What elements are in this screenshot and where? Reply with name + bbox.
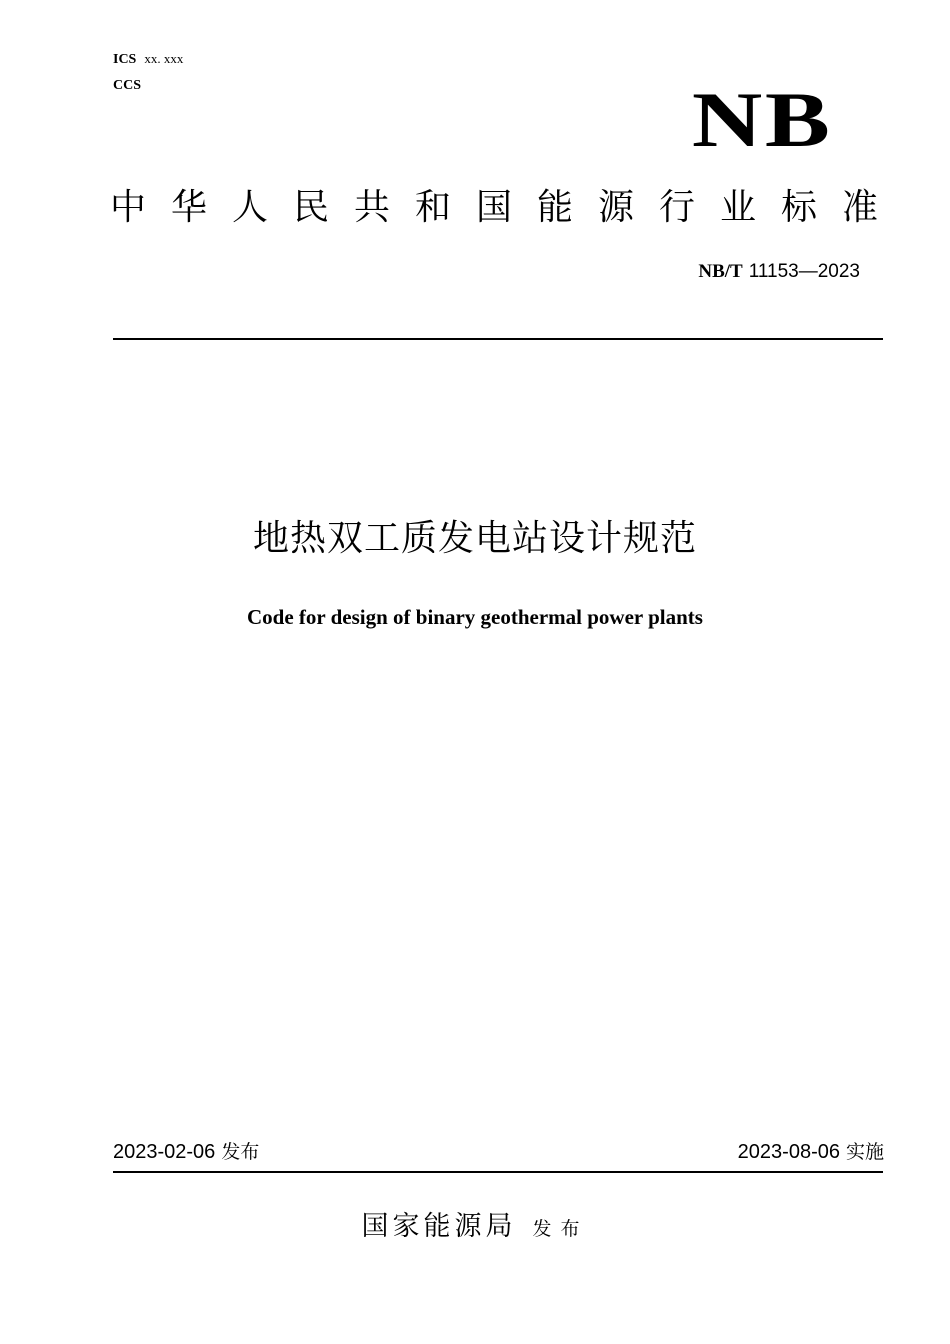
ics-label: ICS — [113, 52, 137, 67]
bottom-divider — [113, 1171, 883, 1173]
issuer-action: 发布 — [532, 1218, 589, 1240]
document-title-english: Code for design of binary geothermal power plants — [247, 605, 703, 629]
publish-date-label: 发布 — [221, 1141, 260, 1163]
document-title-chinese: 地热双工质发电站设计规范 — [252, 518, 697, 559]
implement-date-label: 实施 — [845, 1141, 884, 1163]
standard-code-prefix: NB/T — [698, 261, 743, 282]
issuer — [0, 1207, 950, 1247]
ics-value: xx. xxx — [144, 51, 184, 66]
implement-date-value: 2023-08-06 — [737, 1141, 840, 1163]
standard-code — [698, 259, 860, 284]
publish-date-value: 2023-02-06 — [113, 1141, 216, 1163]
standard-code-number: 11153—2023 — [748, 261, 860, 282]
standard-category-title: 中华人民共和国能源行业标准 — [110, 187, 904, 228]
implement-date — [738, 1138, 884, 1165]
ics-classification — [113, 50, 183, 69]
issuer-organization: 国家能源局 — [361, 1211, 517, 1242]
publish-date — [113, 1138, 259, 1165]
top-divider — [113, 338, 883, 340]
ccs-label: CCS — [113, 78, 142, 93]
nb-logo: NB — [691, 76, 832, 163]
